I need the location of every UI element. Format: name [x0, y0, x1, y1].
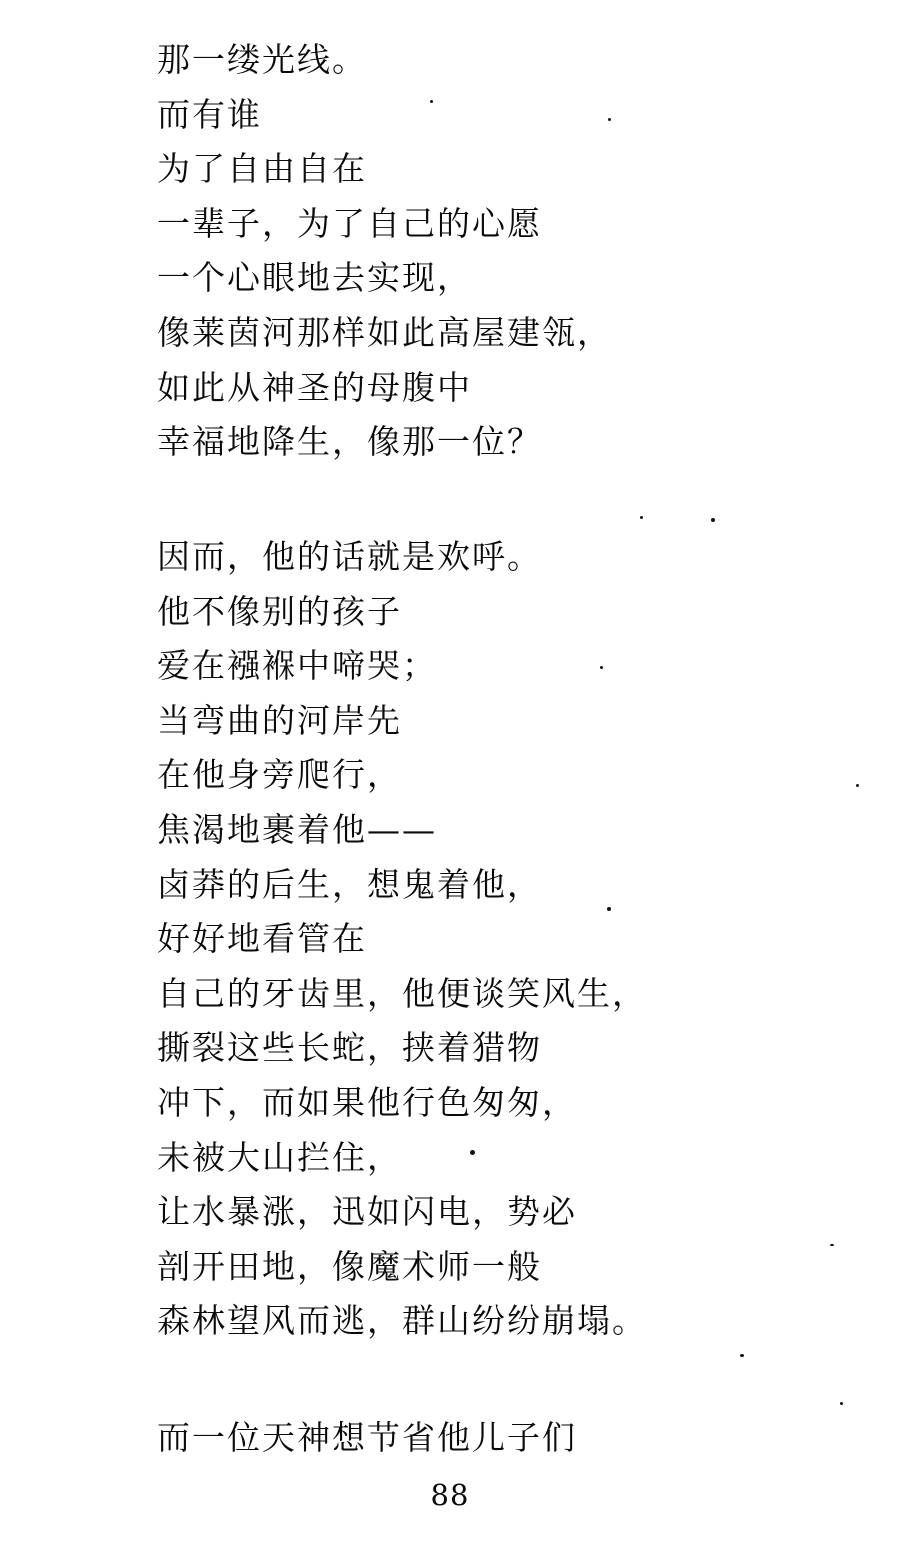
stanza-3	[157, 1411, 577, 1466]
poem-line: 剖开田地，像魔术师一般	[157, 1246, 542, 1286]
poem-line: 自己的牙齿里，他便谈笑风生，	[157, 973, 647, 1013]
poem-line: 因而，他的话就是欢呼。	[157, 537, 542, 576]
poem-line: 一个心眼地去实现，	[157, 258, 472, 298]
poem-line: 森林望风而逃，群山纷纷崩塌。	[157, 1301, 647, 1341]
poem-line: 卤莽的后生，想鬼着他，	[157, 864, 542, 904]
stanza-1	[157, 33, 612, 470]
scan-speck	[711, 518, 715, 522]
scan-speck	[856, 784, 859, 787]
scan-speck	[600, 666, 603, 669]
poem-line: 而有谁	[157, 94, 262, 134]
scan-speck	[840, 1402, 843, 1405]
poem-line: 为了自由自在	[157, 149, 367, 189]
poem-line: 当弯曲的河岸先	[157, 700, 402, 740]
poem-line: 撕裂这些长蛇，挟着猎物	[157, 1028, 542, 1068]
poem-line: 爱在襁褓中啼哭；	[157, 646, 437, 686]
poem-line: 未被大山拦住，	[157, 1137, 402, 1177]
poem-line: 如此从神圣的母腹中	[157, 367, 472, 407]
page-number: 88	[430, 1478, 470, 1512]
poem-line: 他不像别的孩子	[157, 591, 402, 631]
poem-line: 那一缕光线。	[157, 40, 367, 79]
poem-line: 在他身旁爬行，	[157, 755, 402, 795]
scan-speck	[640, 516, 643, 519]
scan-speck	[607, 907, 611, 911]
poem-line: 幸福地降生，像那一位？	[157, 422, 542, 462]
poem-line: 像莱茵河那样如此高屋建瓴，	[157, 312, 612, 352]
stanza-2	[157, 530, 647, 1349]
scan-speck	[830, 1244, 834, 1246]
poem-line: 冲下，而如果他行色匆匆，	[157, 1082, 577, 1122]
poem-line: 焦渴地裹着他——	[157, 809, 437, 849]
scan-speck	[430, 100, 433, 103]
poem-line: 而一位天神想节省他儿子们	[157, 1418, 577, 1457]
poem-line: 好好地看管在	[157, 919, 367, 959]
scan-speck	[740, 1354, 744, 1357]
poem-line: 让水暴涨，迅如闪电，势必	[157, 1192, 577, 1232]
scan-speck	[608, 118, 611, 121]
scan-speck	[470, 1150, 475, 1155]
poem-line: 一辈子，为了自己的心愿	[157, 203, 542, 243]
